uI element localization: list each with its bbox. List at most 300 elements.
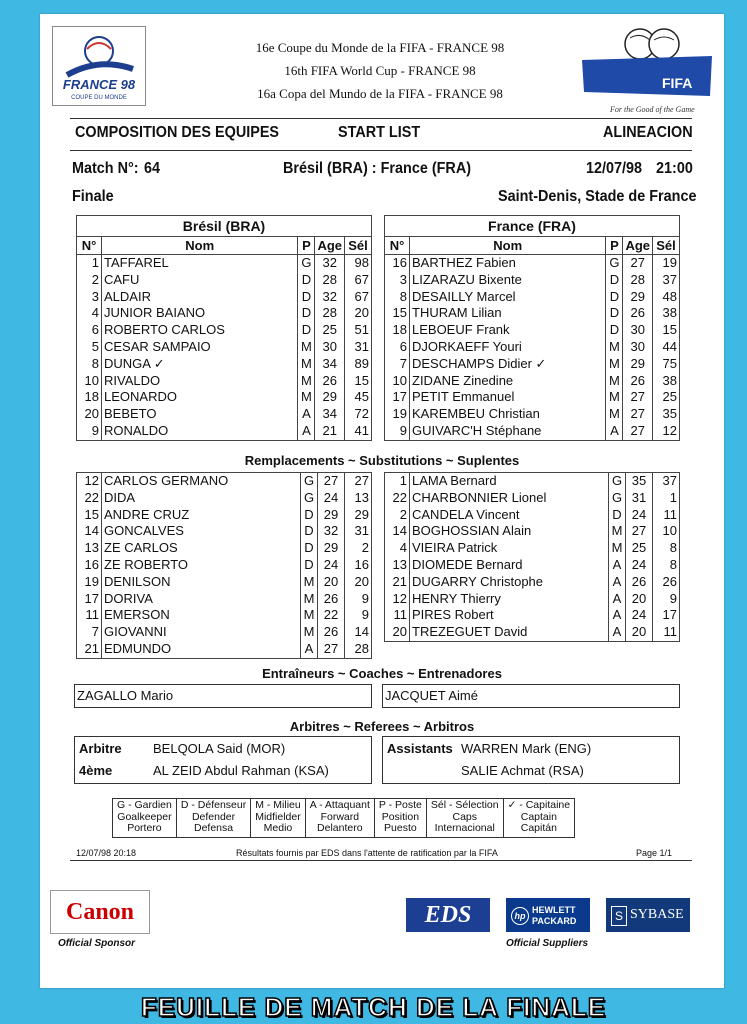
fifa-logo [580,26,712,118]
player-number: 1 [77,255,102,272]
ratification-note: Résultats fournis par EDS dans l'attente de ratification par la FIFA [236,848,498,858]
legend-line: Internacional [434,822,495,834]
player-position: G [609,473,626,490]
player-age: 32 [315,289,345,306]
player-age: 28 [315,272,345,289]
player-name: DJORKAEFF Youri [410,339,606,356]
legend-line: Midfielder [255,810,301,823]
player-row [77,272,372,289]
player-number: 17 [77,591,102,608]
team-b-coach: JACQUET Aimé [382,684,680,708]
player-name: EMERSON [102,607,301,624]
title-fr: COMPOSITION DES EQUIPES [75,124,280,141]
player-position: M [606,373,623,390]
player-number: 6 [77,322,102,339]
player-row [385,373,680,390]
player-caps: 14 [345,624,372,641]
player-position: G [301,473,318,490]
player-position: D [606,289,623,306]
team-a-starters-table [76,236,372,441]
player-row [77,305,372,322]
player-caps: 8 [653,540,680,557]
match-date: 12/07/98 [586,160,643,177]
player-age: 30 [623,322,653,339]
player-row [385,255,680,272]
player-row [385,473,680,490]
player-caps: 9 [345,607,372,624]
assistant-2: SALIE Achmat (RSA) [461,763,584,778]
player-number: 22 [385,490,410,507]
player-name: TREZEGUET David [410,624,609,641]
player-age: 30 [315,339,345,356]
player-caps: 67 [345,289,372,306]
player-caps: 9 [653,591,680,608]
player-row [385,289,680,306]
player-age: 28 [315,305,345,322]
player-position: A [609,591,626,608]
player-caps: 48 [653,289,680,306]
player-name: CHARBONNIER Lionel [410,490,609,507]
player-number: 11 [385,607,410,624]
player-position: D [606,272,623,289]
player-number: 16 [385,255,410,272]
col-no: N° [77,237,102,255]
legend-line: A - Attaquant [309,799,370,811]
player-caps: 27 [345,473,372,490]
title-en: START LIST [338,124,421,141]
player-caps: 17 [653,607,680,624]
player-row [385,624,680,641]
player-number: 13 [77,540,102,557]
legend-line: Caps [452,810,477,823]
banner-title: FEUILLE DE MATCH DE LA FINALE [140,992,607,1022]
player-age: 26 [315,373,345,390]
player-number: 21 [77,641,102,658]
col-pos: P [606,237,623,255]
player-row [77,557,372,574]
player-row [77,574,372,591]
player-age: 27 [623,406,653,423]
player-row [77,473,372,490]
arbitre-name: BELQOLA Said (MOR) [153,741,286,756]
page-number: Page 1/1 [636,848,673,858]
player-caps: 38 [653,373,680,390]
player-number: 3 [77,289,102,306]
player-position: D [298,305,315,322]
player-age: 34 [315,356,345,373]
player-age: 26 [623,305,653,322]
legend-line: Goalkeeper [117,810,172,823]
assistants-box [382,736,680,784]
team-a-block [76,215,372,441]
player-row [77,255,372,272]
official-sponsor-label: Official Sponsor [58,938,136,949]
player-position: D [301,557,318,574]
player-number: 10 [77,373,102,390]
logo-sub: COUPE DU MONDE [71,95,127,101]
player-caps: 8 [653,557,680,574]
player-row [385,305,680,322]
team-b-block [384,215,680,441]
hp-logo [506,898,590,932]
legend-item [251,799,306,837]
canon-text: Canon [65,899,135,925]
player-number: 8 [77,356,102,373]
player-caps: 89 [345,356,372,373]
player-row [77,373,372,390]
player-name: LEONARDO [102,389,298,406]
player-position: M [609,540,626,557]
player-caps: 98 [345,255,372,272]
player-name: DESCHAMPS Didier ✓ [410,356,606,373]
match-venue: Saint-Denis, Stade de France [498,188,697,205]
player-caps: 10 [653,523,680,540]
player-position: M [606,339,623,356]
player-age: 29 [315,389,345,406]
player-name: THURAM Lilian [410,305,606,322]
player-age: 26 [626,574,653,591]
team-a-subs-table [76,472,372,659]
fourth-official-label: 4ème [79,763,113,778]
player-name: BOGHOSSIAN Alain [410,523,609,540]
legend-line: Defender [191,810,236,823]
player-name: DIOMEDE Bernard [410,557,609,574]
player-name: ALDAIR [102,289,298,306]
player-position: D [301,507,318,524]
player-position: D [609,507,626,524]
player-row [77,406,372,423]
player-age: 30 [623,339,653,356]
player-caps: 19 [653,255,680,272]
player-age: 29 [623,356,653,373]
col-pos: P [298,237,315,255]
player-position: M [298,356,315,373]
col-age: Age [315,237,345,255]
arbitre-label: Arbitre [79,741,122,756]
player-name: CANDELA Vincent [410,507,609,524]
col-no: N° [385,237,410,255]
legend-line: Captain [520,810,557,823]
col-age: Age [623,237,653,255]
player-name: BARTHEZ Fabien [410,255,606,272]
player-caps: 15 [653,322,680,339]
player-age: 24 [626,557,653,574]
fifa-slogan: For the Good of the Game [610,105,695,114]
player-caps: 29 [345,507,372,524]
legend-line: Sél - Sélection [430,799,499,811]
player-age: 29 [623,289,653,306]
player-row [77,540,372,557]
player-caps: 20 [345,305,372,322]
player-name: TAFFAREL [102,255,298,272]
player-position: A [301,641,318,658]
legend-line: G - Gardien [117,799,172,811]
player-position: M [609,523,626,540]
player-age: 21 [315,423,345,440]
player-age: 24 [626,607,653,624]
player-position: A [609,557,626,574]
player-position: A [609,607,626,624]
player-row [385,339,680,356]
player-position: A [298,406,315,423]
player-number: 20 [385,624,410,641]
assistant-1: WARREN Mark (ENG) [461,741,592,756]
player-age: 25 [626,540,653,557]
player-caps: 12 [653,423,680,440]
legend-item [427,799,504,837]
player-name: GONCALVES [102,523,301,540]
hp-icon: hp [511,907,529,925]
assistants-label: Assistants [387,741,453,756]
player-position: A [609,574,626,591]
player-name: CESAR SAMPAIO [102,339,298,356]
player-position: M [606,406,623,423]
player-name: ZE CARLOS [102,540,301,557]
player-number: 2 [77,272,102,289]
player-row [385,540,680,557]
player-row [77,339,372,356]
player-row [77,641,372,658]
player-caps: 11 [653,507,680,524]
logo-text: FRANCE 98 [62,77,136,92]
player-name: ROBERTO CARLOS [102,322,298,339]
player-number: 12 [77,473,102,490]
legend-line: Position [381,810,420,823]
player-row [385,507,680,524]
player-position: M [298,373,315,390]
player-name: HENRY Thierry [410,591,609,608]
player-name: EDMUNDO [102,641,301,658]
legend-item [375,799,427,837]
player-caps: 13 [345,490,372,507]
player-caps: 38 [653,305,680,322]
printed-timestamp: 12/07/98 20:18 [76,848,137,858]
player-number: 4 [385,540,410,557]
player-caps: 15 [345,373,372,390]
player-age: 27 [626,523,653,540]
team-b-starters-table [384,236,680,441]
player-number: 16 [77,557,102,574]
player-caps: 9 [345,591,372,608]
legend-line: Forward [320,810,360,823]
player-name: GIOVANNI [102,624,301,641]
title-es: ALINEACION [603,124,693,141]
col-name: Nom [410,237,606,255]
player-row [385,423,680,440]
player-row [77,356,372,373]
player-position: G [606,255,623,272]
sybase-text: SYBASE [630,907,684,922]
player-name: ZE ROBERTO [102,557,301,574]
player-position: M [301,574,318,591]
player-caps: 45 [345,389,372,406]
player-row [77,322,372,339]
player-name: PETIT Emmanuel [410,389,606,406]
player-age: 32 [315,255,345,272]
legend-line: Puesto [384,822,417,834]
player-position: G [301,490,318,507]
header-line-en: 16th FIFA World Cup - FRANCE 98 [284,63,476,78]
player-number: 7 [77,624,102,641]
player-name: CARLOS GERMANO [102,473,301,490]
match-number: 64 [144,160,161,177]
player-age: 27 [318,473,345,490]
player-age: 20 [318,574,345,591]
player-name: KAREMBEU Christian [410,406,606,423]
player-number: 9 [385,423,410,440]
player-caps: 75 [653,356,680,373]
fourth-official-name: AL ZEID Abdul Rahman (KSA) [153,763,329,778]
player-caps: 31 [345,523,372,540]
player-name: DUNGA ✓ [102,356,298,373]
player-age: 28 [623,272,653,289]
player-number: 18 [385,322,410,339]
player-age: 26 [623,373,653,390]
legend-line: D - Défenseur [180,799,247,811]
player-age: 27 [623,389,653,406]
player-caps: 1 [653,490,680,507]
player-row [385,389,680,406]
legend-line: Portero [127,822,162,834]
legend-line: Defensa [193,822,234,834]
legend-line: ✓ - Capitaine [507,799,571,811]
player-position: D [298,272,315,289]
player-caps: 16 [345,557,372,574]
player-age: 26 [318,591,345,608]
france98-logo [52,26,146,106]
legend-line: Medio [263,822,293,834]
player-number: 20 [77,406,102,423]
player-age: 29 [318,507,345,524]
player-number: 8 [385,289,410,306]
player-row [385,574,680,591]
player-age: 34 [315,406,345,423]
player-row [77,423,372,440]
player-number: 14 [77,523,102,540]
referees-heading: Arbitres ~ Referees ~ Arbitros [289,719,475,734]
player-number: 15 [77,507,102,524]
player-position: M [301,624,318,641]
player-row [77,507,372,524]
player-caps: 2 [345,540,372,557]
player-name: VIEIRA Patrick [410,540,609,557]
player-number: 19 [77,574,102,591]
player-number: 9 [77,423,102,440]
player-row [77,490,372,507]
sybase-logo [606,898,690,932]
player-row [77,591,372,608]
player-age: 24 [318,557,345,574]
sybase-icon: S [611,906,627,926]
player-name: BEBETO [102,406,298,423]
player-number: 14 [385,523,410,540]
match-number-label: Match N°: [72,160,139,177]
player-position: M [606,356,623,373]
player-age: 25 [315,322,345,339]
legend-item [504,799,575,837]
player-caps: 37 [653,473,680,490]
player-age: 27 [623,255,653,272]
player-name: PIRES Robert [410,607,609,624]
title-row [73,120,691,150]
player-name: DENILSON [102,574,301,591]
match-time: 21:00 [656,160,693,177]
player-row [77,607,372,624]
player-age: 20 [626,591,653,608]
player-name: JUNIOR BAIANO [102,305,298,322]
player-name: ANDRE CRUZ [102,507,301,524]
player-age: 24 [318,490,345,507]
coaches-heading: Entraîneurs ~ Coaches ~ Entrenadores [262,666,502,681]
player-position: M [301,607,318,624]
player-caps: 26 [653,574,680,591]
col-sel: Sél [653,237,680,255]
player-number: 7 [385,356,410,373]
player-name: LIZARAZU Bixente [410,272,606,289]
col-sel: Sél [345,237,372,255]
player-name: RIVALDO [102,373,298,390]
player-row [77,624,372,641]
team-b-subs-table [384,472,680,642]
player-name: DESAILLY Marcel [410,289,606,306]
legend-item [306,799,375,837]
player-name: LAMA Bernard [410,473,609,490]
player-row [385,607,680,624]
player-position: D [298,322,315,339]
legend-line: P - Poste [378,799,422,811]
player-row [77,523,372,540]
eds-logo: EDS [406,898,490,932]
canon-logo [50,890,150,934]
player-position: A [609,624,626,641]
player-number: 11 [77,607,102,624]
player-number: 6 [385,339,410,356]
player-age: 24 [626,507,653,524]
header-line-fr: 16e Coupe du Monde de la FIFA - FRANCE 98 [255,40,505,55]
player-caps: 20 [345,574,372,591]
team-a-coach: ZAGALLO Mario [74,684,372,708]
player-position: D [606,305,623,322]
legend-line: Delantero [317,822,363,834]
player-caps: 44 [653,339,680,356]
substitutes-heading: Remplacements ~ Substitutions ~ Suplentes [244,453,520,468]
player-name: CAFU [102,272,298,289]
team-b-title: France (FRA) [384,215,680,236]
player-caps: 28 [345,641,372,658]
hp-text-1: HEWLETT [532,905,576,915]
player-number: 5 [77,339,102,356]
player-number: 10 [385,373,410,390]
legend [112,798,575,838]
player-age: 31 [626,490,653,507]
player-position: M [298,339,315,356]
player-number: 12 [385,591,410,608]
divider [70,150,692,151]
divider [70,118,692,119]
player-number: 1 [385,473,410,490]
legend-line: M - Milieu [255,799,301,811]
player-name: DORIVA [102,591,301,608]
player-caps: 37 [653,272,680,289]
player-position: D [301,523,318,540]
player-caps: 35 [653,406,680,423]
player-position: D [606,322,623,339]
player-row [385,490,680,507]
player-name: GUIVARC'H Stéphane [410,423,606,440]
fifa-text: FIFA [662,75,693,91]
player-row [385,272,680,289]
player-age: 27 [623,423,653,440]
